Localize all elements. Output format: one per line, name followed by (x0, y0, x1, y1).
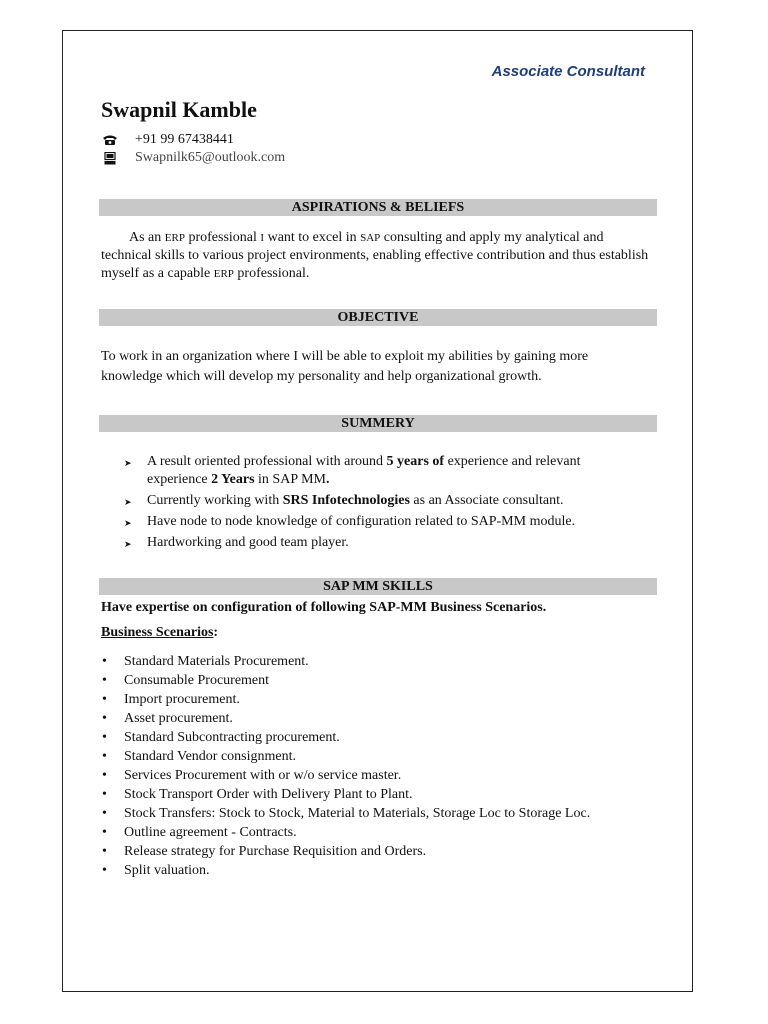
section-sap-mm-skills: SAP MM SKILLS (99, 578, 657, 595)
bullet-dot-icon: • (102, 806, 107, 821)
job-title: Associate Consultant (491, 63, 645, 80)
scenario-item: • Standard Vendor consignment. (102, 749, 296, 764)
objective-text: To work in an organization where I will be able to exploit my abilities by gaining more knowledge which will develop my personality and help organizational growth. (101, 349, 589, 384)
section-summary: SUMMERY (99, 415, 657, 432)
summary-item: ➤ Currently working with SRS Infotechnologies as an Associate consultant. (124, 492, 634, 510)
scenario-item: • Split valuation. (102, 863, 210, 878)
scenario-item: • Asset procurement. (102, 711, 233, 726)
arrow-bullet-icon: ➤ (124, 497, 132, 507)
computer-icon (101, 151, 119, 165)
scenario-item: • Stock Transport Order with Delivery Plant to Plant. (102, 787, 413, 802)
bullet-dot-icon: • (102, 825, 107, 840)
bullet-dot-icon: • (102, 711, 107, 726)
arrow-bullet-icon: ➤ (124, 458, 132, 468)
scenario-item: • Standard Subcontracting procurement. (102, 730, 340, 745)
phone-number[interactable]: +91 99 67438441 (135, 132, 234, 147)
business-scenarios-label: Business Scenarios: (101, 625, 219, 640)
scenario-item: • Import procurement. (102, 692, 240, 707)
bullet-dot-icon: • (102, 730, 107, 745)
summary-list (124, 453, 634, 555)
bullet-dot-icon: • (102, 787, 107, 802)
phone-row (101, 132, 234, 148)
scenario-item: • Standard Materials Procurement. (102, 654, 309, 669)
scenario-item: • Services Procurement with or w/o service master. (102, 768, 402, 783)
skills-heading: Have expertise on configuration of following SAP-MM Business Scenarios. (101, 600, 547, 615)
summary-item: ➤ Hardworking and good team player. (124, 534, 634, 552)
bullet-dot-icon: • (102, 654, 107, 669)
scenario-item: • Consumable Procurement (102, 673, 270, 688)
business-scenarios-list (101, 652, 661, 880)
bullet-dot-icon: • (102, 844, 107, 859)
candidate-name: Swapnil Kamble (101, 97, 257, 122)
email-row (101, 150, 285, 166)
bullet-dot-icon: • (102, 673, 107, 688)
bullet-dot-icon: • (102, 749, 107, 764)
scenario-item: • Stock Transfers: Stock to Stock, Material to Materials, Storage Loc to Storage Loc. (102, 806, 591, 821)
bullet-dot-icon: • (102, 768, 107, 783)
bullet-dot-icon: • (102, 863, 107, 878)
summary-item: ➤ A result oriented professional with around 5 years of experience and relevant experience 2 Years in SAP MM. (124, 454, 581, 487)
section-objective: OBJECTIVE (99, 309, 657, 326)
section-aspirations: ASPIRATIONS & BELIEFS (99, 199, 657, 216)
telephone-icon (101, 133, 119, 147)
bullet-dot-icon: • (102, 692, 107, 707)
aspirations-text: As an ERP professional I want to excel in SAP consulting and apply my analytical and technical skills to various project environments, enabling effective contribution and thus establish myself as a capable ERP professional. (101, 230, 649, 281)
scenario-item: • Release strategy for Purchase Requisition and Orders. (102, 844, 427, 859)
scenario-item: • Outline agreement - Contracts. (102, 825, 297, 840)
arrow-bullet-icon: ➤ (124, 539, 132, 549)
summary-item: ➤ Have node to node knowledge of configuration related to SAP-MM module. (124, 513, 634, 531)
email-address[interactable]: Swapnilk65@outlook.com (135, 150, 286, 165)
arrow-bullet-icon: ➤ (124, 518, 132, 528)
